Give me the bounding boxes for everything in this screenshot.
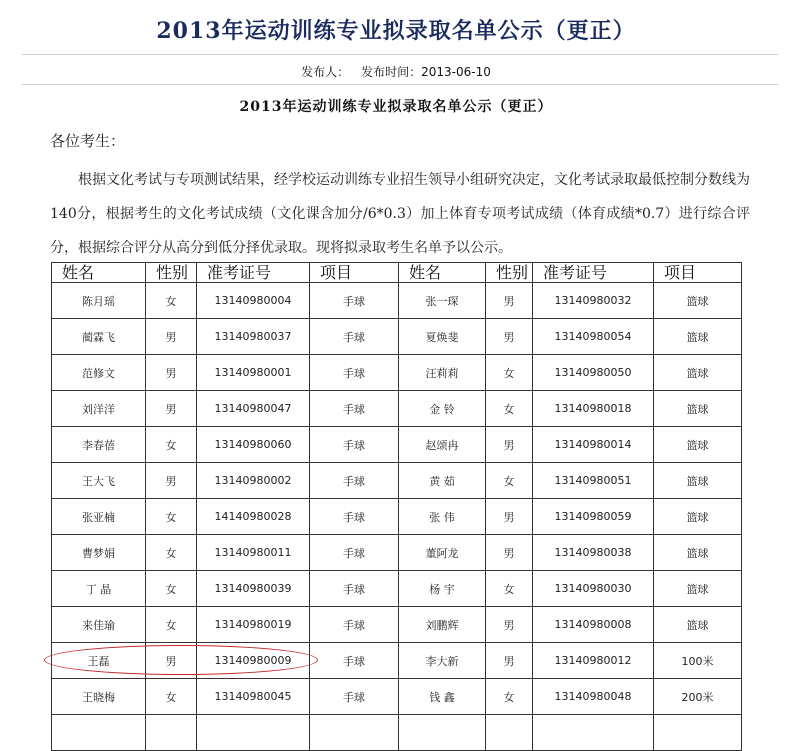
table-cell-name: 刘洋洋 xyxy=(52,391,146,427)
table-cell-name: 李大新 xyxy=(399,643,486,679)
title-divider xyxy=(22,54,778,55)
table-cell-gender: 女 xyxy=(486,571,533,607)
table-cell-exam-id: 13140980060 xyxy=(197,427,310,463)
table-row xyxy=(52,499,742,535)
table-cell-event: 手球 xyxy=(310,391,399,427)
table-row xyxy=(52,391,742,427)
table-cell-exam-id: 13140980051 xyxy=(533,463,654,499)
table-header-row xyxy=(52,263,742,283)
table-cell-gender xyxy=(486,715,533,751)
table-cell-event: 手球 xyxy=(310,571,399,607)
table-cell-event: 手球 xyxy=(310,643,399,679)
table-cell-event: 手球 xyxy=(310,319,399,355)
table-cell-event xyxy=(310,715,399,751)
table-cell-name: 刘鹏辉 xyxy=(399,607,486,643)
table-cell-exam-id: 13140980032 xyxy=(533,283,654,319)
table-cell-exam-id: 13140980012 xyxy=(533,643,654,679)
table-row xyxy=(52,463,742,499)
table-cell-event: 篮球 xyxy=(654,535,742,571)
table-row xyxy=(52,355,742,391)
header-gender-right: 性别 xyxy=(486,263,533,283)
table-cell-event: 手球 xyxy=(310,607,399,643)
table-cell-event: 手球 xyxy=(310,355,399,391)
table-cell-name: 陈月瑶 xyxy=(52,283,146,319)
table-cell-gender: 男 xyxy=(486,499,533,535)
table-cell-gender: 女 xyxy=(146,571,197,607)
table-cell-exam-id: 13140980047 xyxy=(197,391,310,427)
header-event-left: 项目 xyxy=(310,263,399,283)
table-cell-name: 曹梦娟 xyxy=(52,535,146,571)
table-cell-exam-id: 13140980008 xyxy=(533,607,654,643)
table-cell-exam-id: 13140980011 xyxy=(197,535,310,571)
table-cell-event: 手球 xyxy=(310,427,399,463)
admission-table xyxy=(51,262,742,751)
table-cell-gender: 女 xyxy=(486,391,533,427)
table-cell-name: 范修文 xyxy=(52,355,146,391)
table-cell-gender: 女 xyxy=(146,283,197,319)
table-cell-event: 篮球 xyxy=(654,463,742,499)
table-cell-exam-id: 13140980001 xyxy=(197,355,310,391)
header-exam-id-right: 准考证号 xyxy=(533,263,654,283)
table-cell-gender: 男 xyxy=(486,283,533,319)
header-gender-left: 性别 xyxy=(146,263,197,283)
table-cell-exam-id: 13140980019 xyxy=(197,607,310,643)
table-cell-name: 张 伟 xyxy=(399,499,486,535)
table-cell-gender xyxy=(146,715,197,751)
table-cell-name: 黄 茹 xyxy=(399,463,486,499)
table-cell-name: 张一琛 xyxy=(399,283,486,319)
header-name-left: 姓名 xyxy=(52,263,146,283)
publish-info xyxy=(0,63,792,80)
table-cell-gender: 男 xyxy=(486,643,533,679)
table-cell-exam-id xyxy=(533,715,654,751)
table-row xyxy=(52,427,742,463)
table-cell-exam-id: 13140980045 xyxy=(197,679,310,715)
table-row xyxy=(52,715,742,751)
table-cell-gender: 女 xyxy=(146,535,197,571)
table-cell-gender: 女 xyxy=(486,679,533,715)
table-cell-event: 篮球 xyxy=(654,607,742,643)
table-cell-event: 篮球 xyxy=(654,283,742,319)
table-cell-exam-id xyxy=(197,715,310,751)
table-cell-gender: 男 xyxy=(486,535,533,571)
table-cell-name: 王晓梅 xyxy=(52,679,146,715)
table-cell-name: 丁 晶 xyxy=(52,571,146,607)
table-cell-gender: 女 xyxy=(146,607,197,643)
table-row xyxy=(52,679,742,715)
table-cell-exam-id: 13140980048 xyxy=(533,679,654,715)
table-cell-exam-id: 13140980009 xyxy=(197,643,310,679)
table-cell-exam-id: 13140980054 xyxy=(533,319,654,355)
header-event-right: 项目 xyxy=(654,263,742,283)
table-cell-event: 篮球 xyxy=(654,319,742,355)
table-cell-name: 钱 鑫 xyxy=(399,679,486,715)
table-cell-exam-id: 13140980050 xyxy=(533,355,654,391)
table-cell-event: 篮球 xyxy=(654,355,742,391)
table-cell-name: 蔺霖飞 xyxy=(52,319,146,355)
table-cell-event: 篮球 xyxy=(654,499,742,535)
publish-time: 发布时间：2013-06-10 xyxy=(361,65,491,79)
table-cell-gender: 男 xyxy=(486,427,533,463)
table-cell-name: 杨 宇 xyxy=(399,571,486,607)
table-cell-exam-id: 13140980018 xyxy=(533,391,654,427)
table-row xyxy=(52,283,742,319)
announcement-paragraph xyxy=(50,163,750,265)
table-cell-name: 夏焕斐 xyxy=(399,319,486,355)
table-cell-exam-id: 13140980030 xyxy=(533,571,654,607)
table-row xyxy=(52,319,742,355)
table-cell-exam-id: 13140980037 xyxy=(197,319,310,355)
publisher-label: 发布人： xyxy=(301,65,350,79)
table-row xyxy=(52,607,742,643)
table-cell-exam-id: 14140980028 xyxy=(197,499,310,535)
table-cell-name: 董阿龙 xyxy=(399,535,486,571)
table-cell-gender: 男 xyxy=(486,319,533,355)
table-cell-event: 篮球 xyxy=(654,427,742,463)
table-cell-event: 篮球 xyxy=(654,571,742,607)
table-cell-name: 张亚楠 xyxy=(52,499,146,535)
table-cell-exam-id: 13140980014 xyxy=(533,427,654,463)
meta-divider xyxy=(22,84,778,85)
table-row xyxy=(52,643,742,679)
table-cell-gender: 女 xyxy=(146,679,197,715)
table-cell-event: 手球 xyxy=(310,283,399,319)
table-cell-gender: 男 xyxy=(146,643,197,679)
table-cell-gender: 女 xyxy=(146,427,197,463)
table-cell-gender: 女 xyxy=(486,463,533,499)
table-body xyxy=(52,283,742,751)
table-cell-name: 来佳瑜 xyxy=(52,607,146,643)
table-cell-event: 手球 xyxy=(310,535,399,571)
table-cell-gender: 男 xyxy=(146,355,197,391)
table-cell-exam-id: 13140980039 xyxy=(197,571,310,607)
document-title: 2013年运动训练专业拟录取名单公示（更正） xyxy=(239,99,553,115)
table-cell-gender: 女 xyxy=(146,499,197,535)
table-cell-event: 手球 xyxy=(310,679,399,715)
table-cell-name xyxy=(399,715,486,751)
table-cell-gender: 女 xyxy=(486,355,533,391)
table-cell-exam-id: 13140980002 xyxy=(197,463,310,499)
table-cell-gender: 男 xyxy=(146,463,197,499)
table-cell-event xyxy=(654,715,742,751)
table-row xyxy=(52,571,742,607)
table-cell-name xyxy=(52,715,146,751)
greeting: 各位考生： xyxy=(50,132,126,150)
header-exam-id-left: 准考证号 xyxy=(197,263,310,283)
table-cell-name: 李春蓓 xyxy=(52,427,146,463)
table-cell-event: 200米 xyxy=(654,679,742,715)
table-cell-exam-id: 13140980059 xyxy=(533,499,654,535)
table-cell-gender: 男 xyxy=(486,607,533,643)
announcement-text: 根据文化考试与专项测试结果，经学校运动训练专业招生领导小组研究决定，文化考试录取最低控制分数线为140分，根据考生的文化考试成绩（文化课含加分/6*0.3）加上体育专项考试成绩（体育成绩*0.7）进行综合评分，根据综合评分从高分到低分择优录取。现将拟录取考生名单予以公示。 xyxy=(50,172,750,256)
table-cell-name: 王磊 xyxy=(52,643,146,679)
table-cell-event: 篮球 xyxy=(654,391,742,427)
table-cell-name: 赵颂冉 xyxy=(399,427,486,463)
table-cell-event: 手球 xyxy=(310,463,399,499)
table-cell-name: 汪莉莉 xyxy=(399,355,486,391)
table-cell-gender: 男 xyxy=(146,391,197,427)
page-title: 2013年运动训练专业拟录取名单公示（更正） xyxy=(156,18,636,44)
table-cell-exam-id: 13140980004 xyxy=(197,283,310,319)
table-row xyxy=(52,535,742,571)
table-cell-gender: 男 xyxy=(146,319,197,355)
header-name-right: 姓名 xyxy=(399,263,486,283)
table-cell-name: 金 铃 xyxy=(399,391,486,427)
table-cell-event: 手球 xyxy=(310,499,399,535)
table-cell-event: 100米 xyxy=(654,643,742,679)
table-cell-name: 王大飞 xyxy=(52,463,146,499)
table-cell-exam-id: 13140980038 xyxy=(533,535,654,571)
